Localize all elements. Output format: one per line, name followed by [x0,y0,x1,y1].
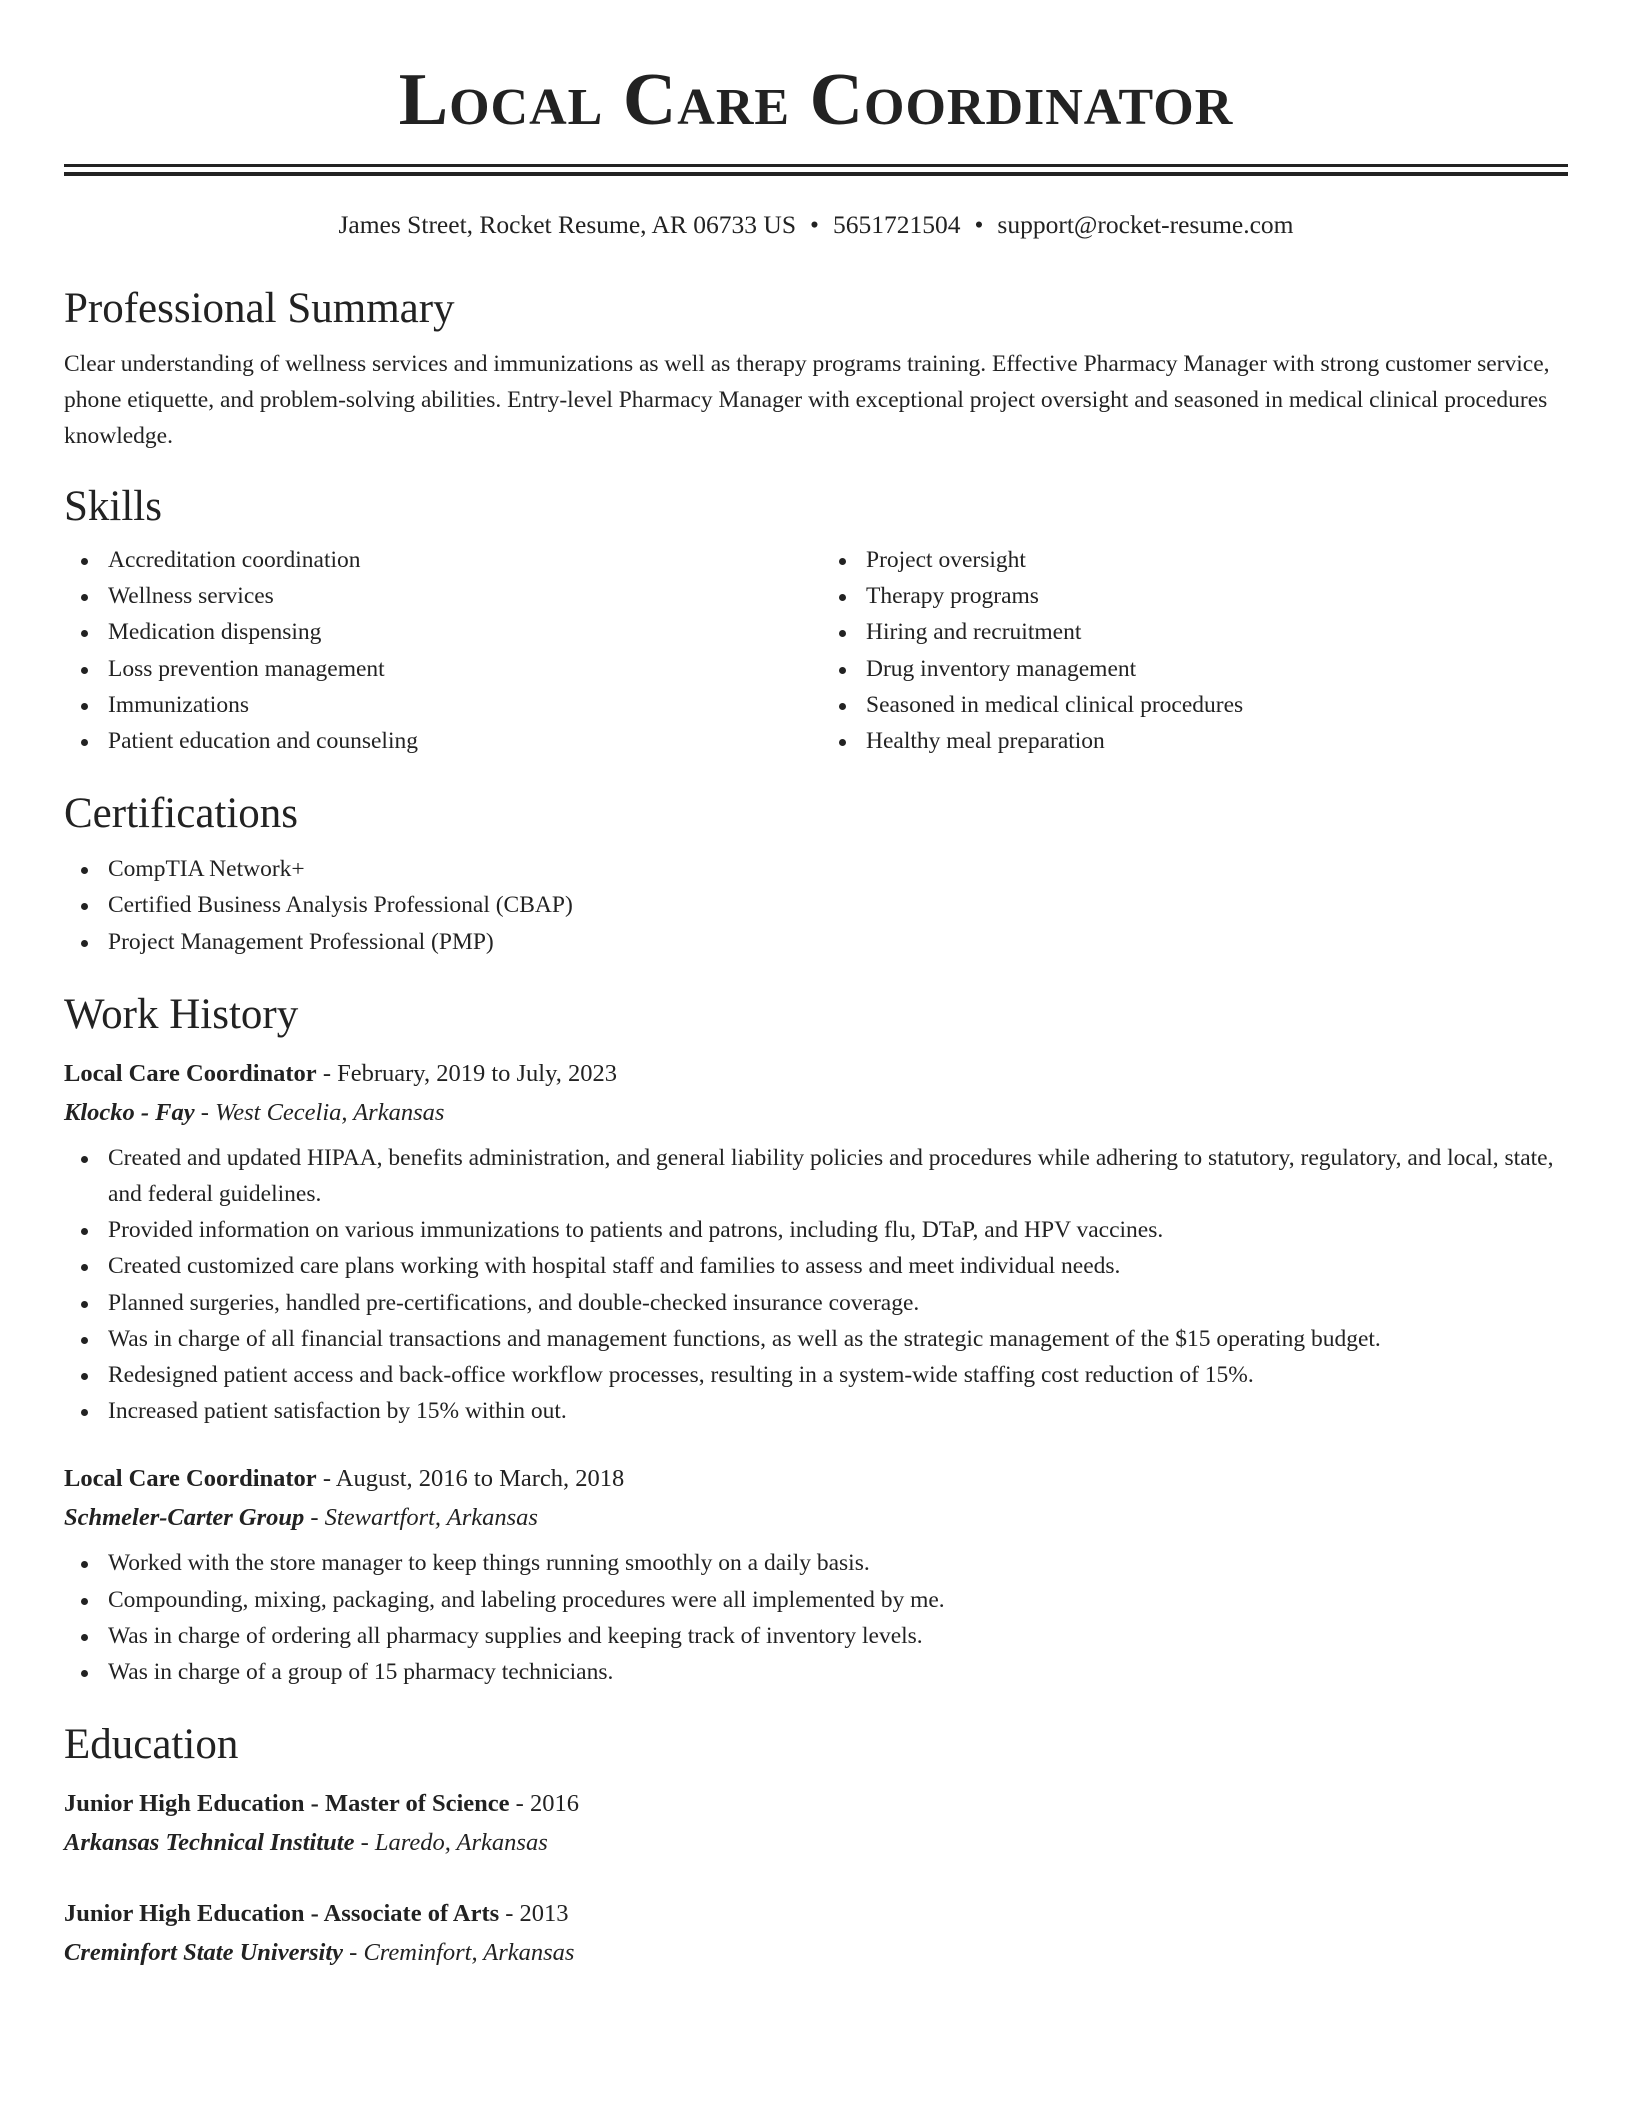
job-duties-list [64,1545,1568,1690]
job-dates: - August, 2016 to March, 2018 [316,1465,625,1493]
education-degree-line [64,1784,1568,1824]
header-divider [64,164,1568,176]
job-duty: Provided information on various immunizations to patients and patrons, including flu, DTaP, and HPV vaccines. [64,1212,1568,1248]
job-location: - West Cecelia, Arkansas [194,1098,445,1126]
summary-text: Clear understanding of wellness services and immunizations as well as therapy programs training. Effective Pharmacy Manager with strong customer service, phone etiquette, and problem-solving abilities. Entry-level Pharmacy Manager with exceptional project oversight and seasoned in medical clinical procedures knowledge. [64,351,1550,449]
job-title-line [64,1054,1568,1094]
contact-line [64,210,1568,240]
education-year: - 2016 [509,1790,579,1818]
education-year: - 2013 [499,1900,569,1928]
education-school-line [64,1934,1568,1972]
certifications-heading: Certifications [64,790,299,838]
skill-item: Wellness services [64,578,816,614]
job-title-line [64,1459,1568,1499]
job-duty: Redesigned patient access and back-office workflow processes, resulting in a system-wide staffing cost reduction of 15%. [64,1357,1568,1393]
contact-phone: 5651721504 [832,210,961,239]
skill-item: Healthy meal preparation [822,723,1568,759]
job-company: Klocko - Fay [64,1098,195,1126]
skill-item: Hiring and recruitment [822,614,1568,650]
education-degree: Junior High Education - Associate of Arts [64,1900,500,1928]
education-degree-line [64,1894,1568,1934]
skill-item: Project oversight [822,542,1568,578]
job-duty: Was in charge of ordering all pharmacy supplies and keeping track of inventory levels. [64,1618,1568,1654]
job-location: - Stewartfort, Arkansas [304,1504,538,1532]
job-title: Local Care Coordinator [64,1465,317,1493]
education-entry [64,1894,1568,1972]
summary-heading: Professional Summary [64,285,455,332]
education-heading: Education [64,1721,239,1769]
education-location: - Laredo, Arkansas [354,1829,548,1857]
skill-item: Patient education and counseling [64,723,816,759]
job-entry [64,1459,1568,1690]
job-company: Schmeler-Carter Group [64,1504,305,1532]
job-duty: Was in charge of a group of 15 pharmacy technicians. [64,1654,1568,1690]
education-school: Arkansas Technical Institute [64,1829,355,1857]
skills-list-right [816,542,1568,759]
skill-item: Immunizations [64,687,816,723]
job-duty: Planned surgeries, handled pre-certifications, and double-checked insurance coverage. [64,1285,1568,1321]
education-school: Creminfort State University [64,1939,344,1967]
job-title: Local Care Coordinator [64,1059,317,1087]
certification-item: Project Management Professional (PMP) [64,924,1568,960]
contact-separator: • [974,210,984,239]
contact-separator: • [810,210,819,239]
job-company-line [64,1499,1568,1537]
job-duties-list [64,1140,1568,1430]
contact-email: support@rocket-resume.com [997,210,1294,239]
education-entry [64,1784,1568,1862]
contact-address: James Street, Rocket Resume, AR 06733 US [338,210,797,239]
job-duty: Created and updated HIPAA, benefits administration, and general liability policies and procedures while adhering to statutory, regulatory, and local, state, and federal guidelines. [64,1140,1568,1212]
skill-item: Seasoned in medical clinical procedures [822,687,1568,723]
job-dates: - February, 2019 to July, 2023 [316,1059,618,1087]
education-degree: Junior High Education - Master of Science [64,1790,510,1818]
skill-item: Accreditation coordination [64,542,816,578]
resume-name: Local Care Coordinator [398,59,1234,141]
job-duty: Increased patient satisfaction by 15% within out. [64,1393,1568,1429]
certification-item: CompTIA Network+ [64,851,1568,887]
work-history-heading: Work History [64,990,299,1038]
skills-heading: Skills [64,483,162,530]
education-location: - Creminfort, Arkansas [343,1939,575,1967]
skills-list-left [64,542,816,759]
skill-item: Medication dispensing [64,614,816,650]
job-duty: Was in charge of all financial transactions and management functions, as well as the strategic management of the $15 operating budget. [64,1321,1568,1357]
job-company-line [64,1094,1568,1132]
education-school-line [64,1824,1568,1862]
certification-item: Certified Business Analysis Professional (CBAP) [64,887,1568,923]
skill-item: Therapy programs [822,578,1568,614]
job-duty: Created customized care plans working with hospital staff and families to assess and meet individual needs. [64,1248,1568,1284]
skill-item: Loss prevention management [64,651,816,687]
skill-item: Drug inventory management [822,651,1568,687]
job-duty: Compounding, mixing, packaging, and labeling procedures were all implemented by me. [64,1582,1568,1618]
job-entry [64,1054,1568,1430]
skills-grid [64,542,1568,759]
certifications-list [64,851,1568,960]
job-duty: Worked with the store manager to keep things running smoothly on a daily basis. [64,1545,1568,1581]
